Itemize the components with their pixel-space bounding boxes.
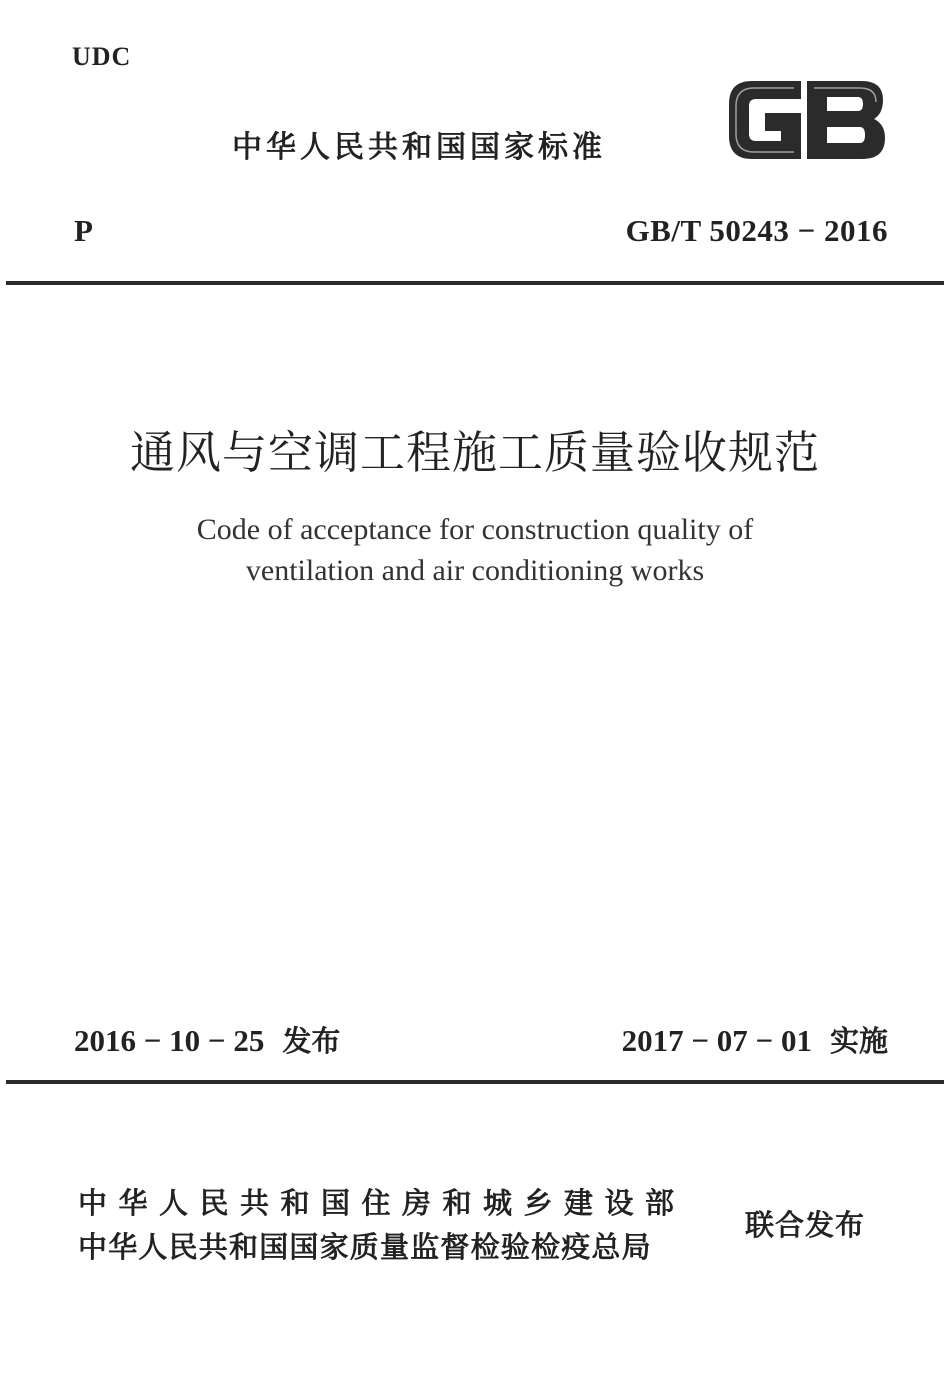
title-english	[0, 509, 950, 591]
implementation-date-block	[622, 1019, 888, 1060]
title-english-line-1: Code of acceptance for construction quality of	[196, 513, 754, 546]
top-divider	[6, 281, 944, 285]
implementation-label: 实施	[829, 1024, 888, 1058]
bottom-divider	[6, 1080, 944, 1084]
gb-logo	[722, 74, 890, 166]
publisher-quality-supervision: 中华人民共和国国家质量监督检验检疫总局	[78, 1230, 652, 1264]
issue-label: 发布	[282, 1024, 341, 1058]
joint-release-label: 联合发布	[745, 1208, 866, 1242]
title-english-line-2: ventilation and air conditioning works	[245, 554, 705, 587]
category-code: P	[74, 213, 93, 248]
standard-number: GB/T 50243 − 2016	[625, 213, 888, 248]
publisher-ministry-housing: 中华人民共和国住房和城乡建设部	[78, 1186, 686, 1220]
issue-date-block	[74, 1019, 340, 1060]
implementation-date: 2017 − 07 − 01	[621, 1023, 812, 1058]
national-standard-heading: 中华人民共和国国家标准	[232, 130, 606, 165]
udc-label: UDC	[72, 42, 132, 71]
issue-date: 2016 − 10 − 25	[74, 1023, 265, 1058]
title-chinese: 通风与空调工程施工质量验收规范	[129, 426, 820, 479]
